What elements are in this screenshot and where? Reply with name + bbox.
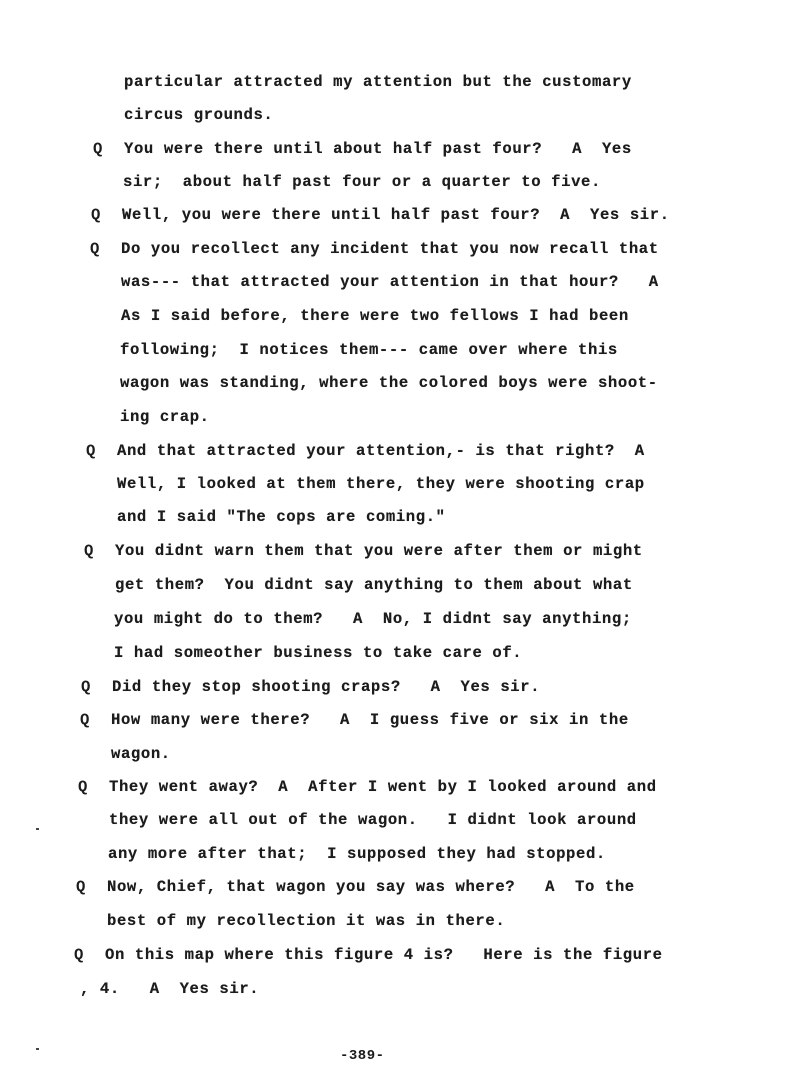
transcript-line: You didnt warn them that you were after them or might [115, 542, 643, 560]
question-marker: Q [91, 206, 101, 224]
scan-speck [36, 1048, 39, 1050]
transcript-line: I had someother business to take care of. [114, 644, 523, 662]
transcript-line: And that attracted your attention,- is that right? A [117, 442, 645, 460]
transcript-line: sir; about half past four or a quarter to five. [123, 173, 601, 191]
transcript-line: Now, Chief, that wagon you say was where? A To the [107, 878, 635, 896]
transcript-line: They went away? A After I went by I looked around and [109, 778, 657, 796]
scan-speck [36, 828, 39, 830]
transcript-line: How many were there? A I guess five or six in the [111, 711, 629, 729]
transcript-line: best of my recollection it was in there. [107, 912, 506, 930]
transcript-line: any more after that; I supposed they had stopped. [108, 845, 606, 863]
transcript-line: was--- that attracted your attention in that hour? A [121, 273, 659, 291]
question-marker: Q [74, 946, 84, 964]
transcript-line: they were all out of the wagon. I didnt look around [109, 811, 637, 829]
transcript-line: circus grounds. [124, 106, 274, 124]
question-marker: Q [86, 442, 96, 460]
question-marker: Q [81, 678, 91, 696]
transcript-line: get them? You didnt say anything to them about what [115, 576, 633, 594]
page-number: -389- [340, 1048, 385, 1064]
question-marker: Q [78, 778, 88, 796]
question-marker: Q [80, 711, 90, 729]
transcript-line: Well, I looked at them there, they were shooting crap [117, 475, 645, 493]
question-marker: Q [76, 878, 86, 896]
transcript-line: particular attracted my attention but the customary [124, 73, 632, 91]
transcript-line: ing crap. [120, 408, 210, 426]
transcript-line: wagon. [111, 745, 171, 763]
question-marker: Q [93, 140, 103, 158]
question-marker: Q [84, 542, 94, 560]
transcript-line: Well, you were there until half past four? A Yes sir. [122, 206, 670, 224]
transcript-line: following; I notices them--- came over where this [120, 341, 618, 359]
transcript-line: As I said before, there were two fellows I had been [121, 307, 629, 325]
transcript-line: wagon was standing, where the colored boys were shoot- [120, 374, 658, 392]
transcript-line: Did they stop shooting craps? A Yes sir. [112, 678, 541, 696]
question-marker: Q [90, 240, 100, 258]
transcript-line: , 4. A Yes sir. [80, 980, 260, 998]
transcript-line: you might do to them? A No, I didnt say anything; [114, 610, 632, 628]
transcript-line: Do you recollect any incident that you now recall that [121, 240, 659, 258]
transcript-line: and I said "The cops are coming." [117, 508, 446, 526]
transcript-line: On this map where this figure 4 is? Here is the figure [105, 946, 663, 964]
transcript-line: You were there until about half past four? A Yes [124, 140, 632, 158]
